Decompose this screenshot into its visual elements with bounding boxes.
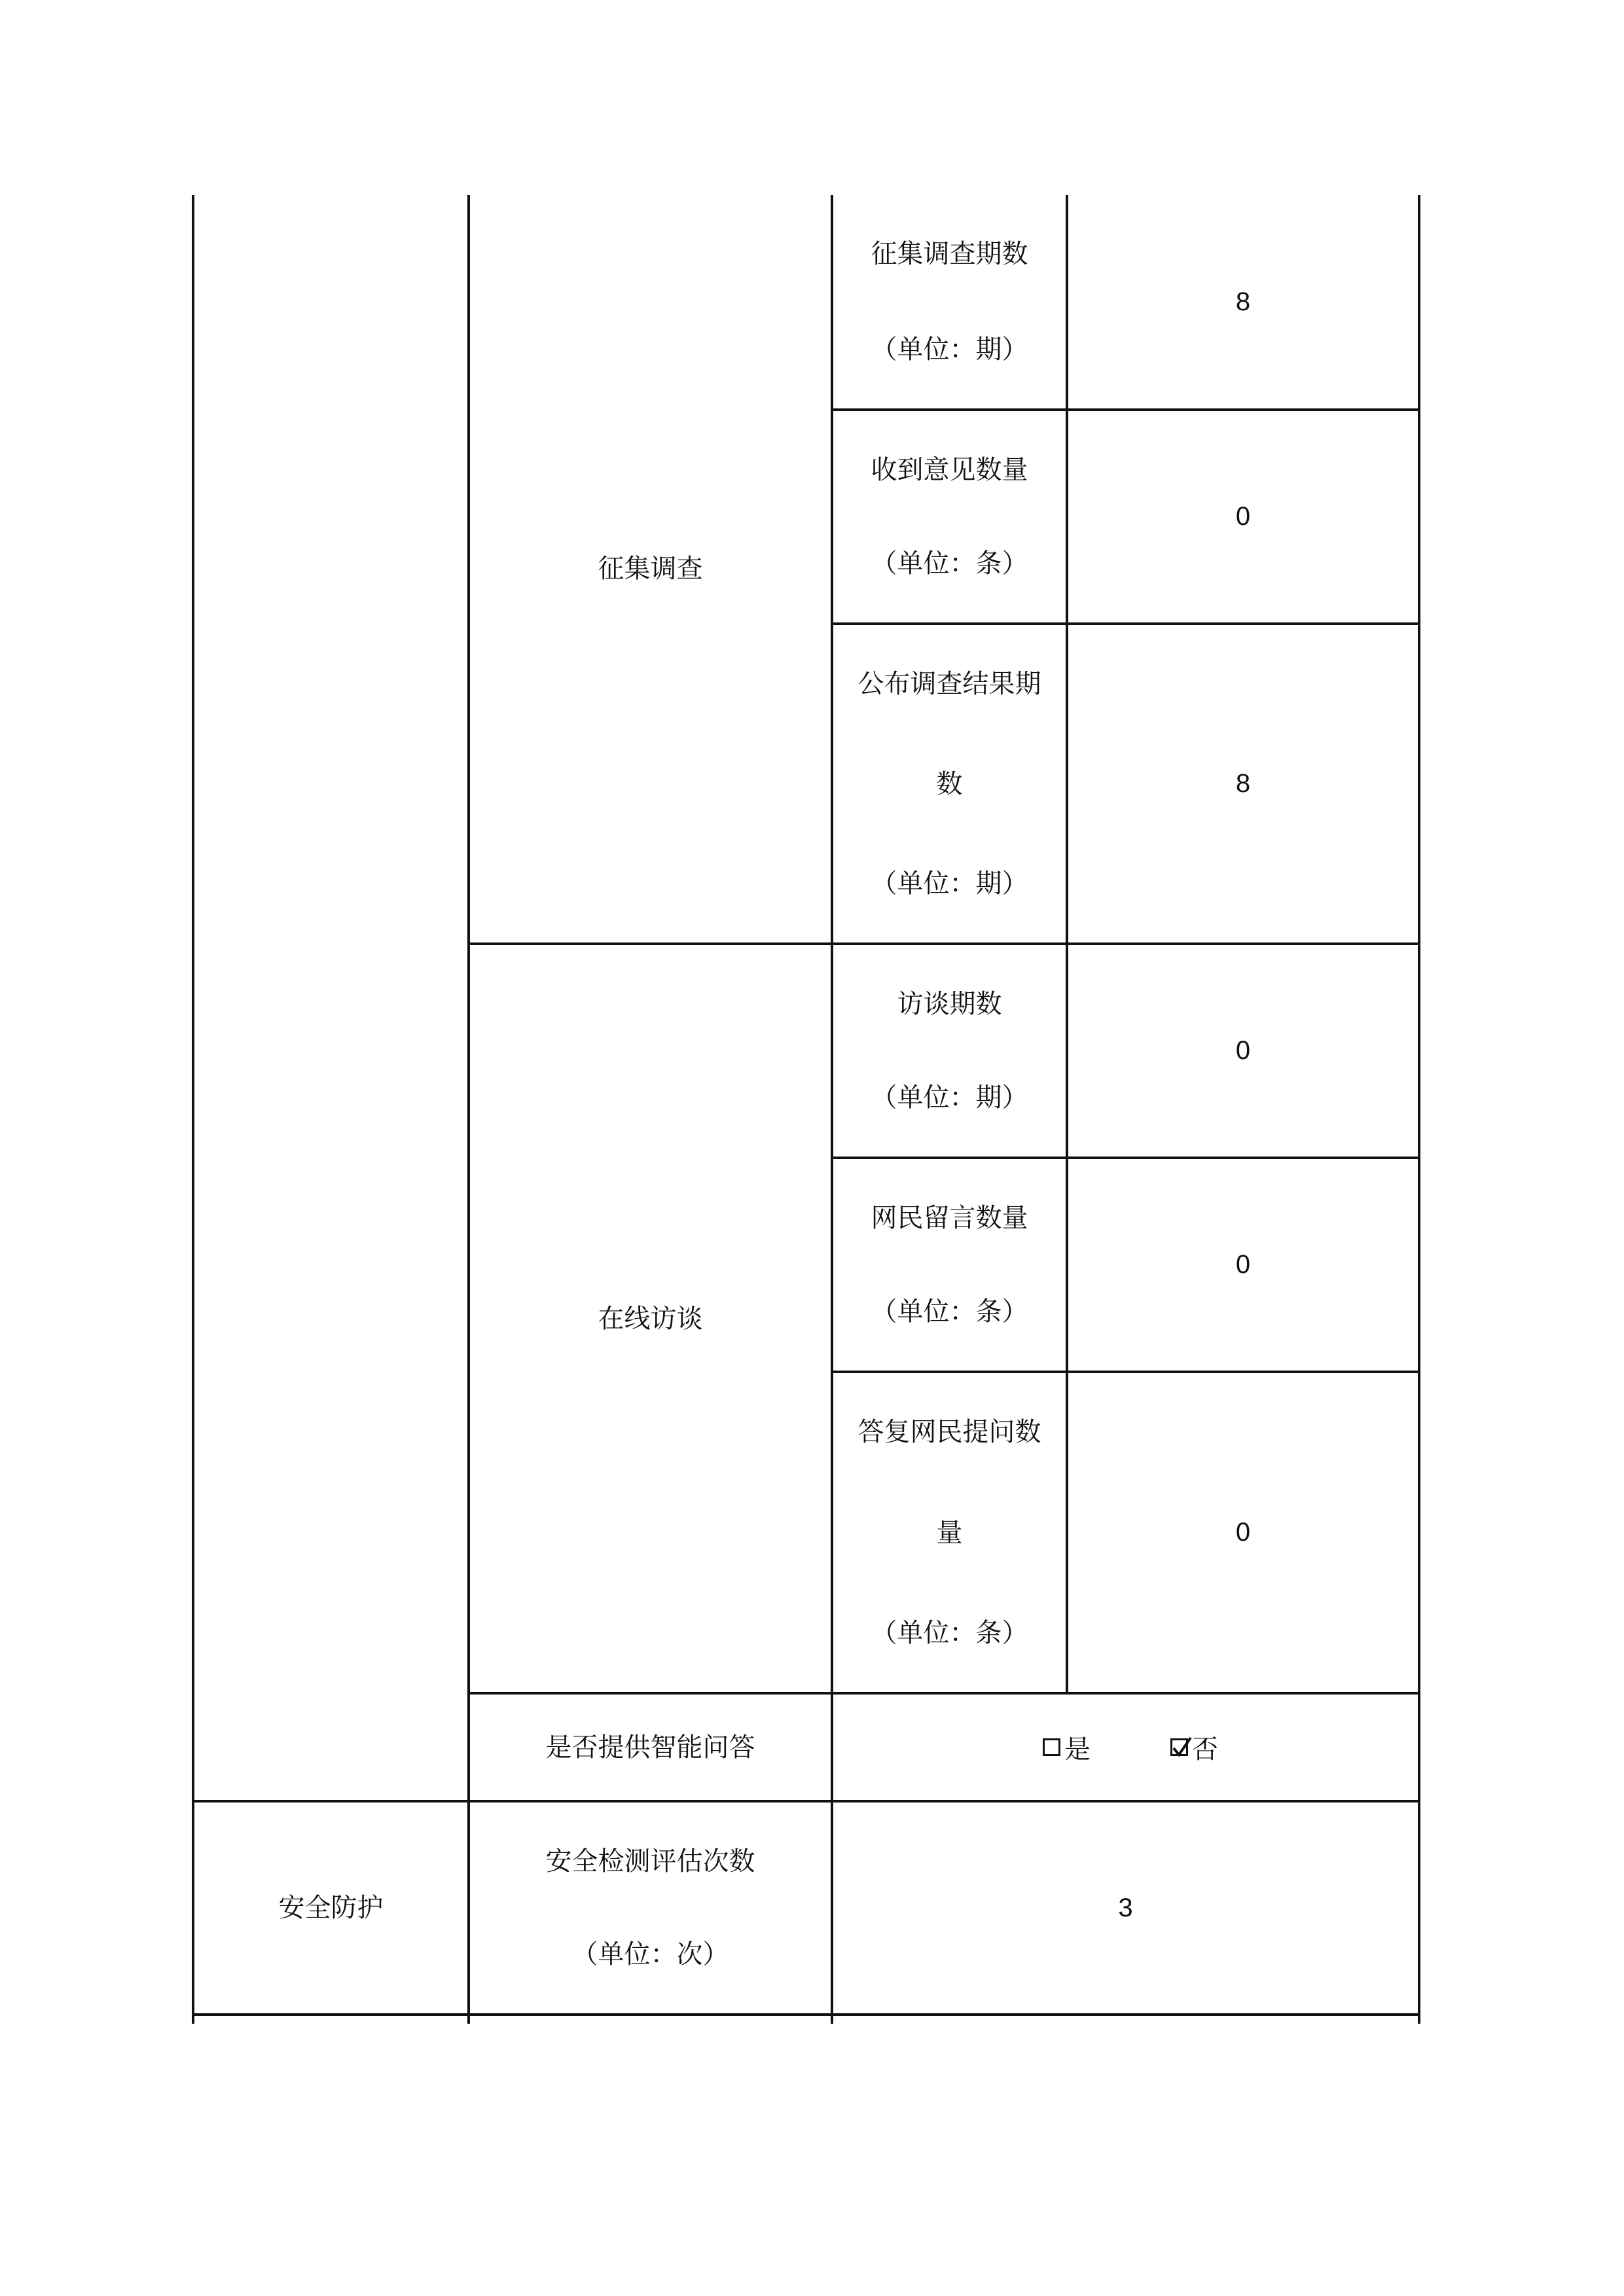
no-label: 否 — [1192, 1734, 1218, 1765]
survey-issues-label: 征集调查期数 — [871, 239, 1028, 269]
group-security-label: 安全防护 — [278, 1893, 384, 1923]
security-assessments-value: 3 — [1118, 1893, 1133, 1922]
published-results-label-line2: 数 — [936, 768, 963, 799]
opinions-received-label-cell — [833, 411, 1066, 622]
checkmark-icon — [1170, 1735, 1193, 1759]
table-border-left — [192, 195, 194, 2024]
opinions-received-value-cell — [1068, 411, 1418, 622]
netizen-messages-value: 0 — [1235, 1250, 1251, 1279]
smart-qa-label: 是否提供智能问答 — [545, 1732, 755, 1763]
table-border-right — [1418, 195, 1420, 2024]
table-border-bottom — [192, 2013, 1420, 2016]
group-survey-label: 征集调查 — [598, 554, 703, 584]
group-interview — [470, 945, 831, 1692]
interview-issues-value-cell — [1068, 945, 1418, 1157]
no-checkbox[interactable] — [1170, 1738, 1188, 1756]
smart-qa-no-option[interactable] — [1170, 1729, 1218, 1766]
security-assessments-value-cell — [833, 1803, 1418, 2013]
published-results-unit: （单位：期） — [871, 869, 1028, 899]
netizen-messages-label: 网民留言数量 — [871, 1203, 1028, 1233]
smart-qa-label-cell — [470, 1695, 831, 1800]
security-assessments-label-cell — [470, 1803, 831, 2013]
survey-issues-value: 8 — [1235, 287, 1251, 316]
group-security — [194, 1803, 467, 2013]
smart-qa-choice-cell — [833, 1695, 1418, 1800]
interview-issues-value: 0 — [1235, 1036, 1251, 1065]
answered-questions-value: 0 — [1235, 1518, 1251, 1547]
published-results-label-line1: 公布调查结果期 — [857, 669, 1041, 699]
security-assessments-label: 安全检测评估次数 — [545, 1846, 755, 1876]
yes-checkbox[interactable] — [1043, 1738, 1060, 1756]
answered-questions-value-cell — [1068, 1373, 1418, 1692]
netizen-messages-value-cell — [1068, 1159, 1418, 1371]
survey-issues-value-cell — [1068, 195, 1418, 408]
interview-issues-unit: （单位：期） — [871, 1083, 1028, 1113]
survey-issues-unit: （单位：期） — [871, 334, 1028, 365]
yes-label: 是 — [1064, 1734, 1091, 1765]
opinions-received-unit: （单位：条） — [871, 548, 1028, 579]
answered-questions-unit: （单位：条） — [871, 1618, 1028, 1648]
published-results-value: 8 — [1235, 769, 1251, 798]
published-results-label-cell — [833, 625, 1066, 942]
group-survey — [470, 195, 831, 942]
smart-qa-yes-option[interactable] — [1043, 1729, 1091, 1766]
survey-issues-label-cell — [833, 195, 1066, 408]
security-assessments-unit: （单位：次） — [571, 1939, 729, 1969]
answered-questions-label-cell — [833, 1373, 1066, 1692]
group-interview-label: 在线访谈 — [598, 1303, 703, 1334]
answered-questions-label-line2: 量 — [936, 1517, 963, 1548]
netizen-messages-unit: （单位：条） — [871, 1297, 1028, 1327]
opinions-received-label: 收到意见数量 — [871, 455, 1028, 485]
answered-questions-label-line1: 答复网民提问数 — [857, 1417, 1041, 1447]
netizen-messages-label-cell — [833, 1159, 1066, 1371]
published-results-value-cell — [1068, 625, 1418, 942]
opinions-received-value: 0 — [1235, 502, 1251, 531]
interview-issues-label-cell — [833, 945, 1066, 1157]
interview-issues-label: 访谈期数 — [897, 989, 1002, 1019]
